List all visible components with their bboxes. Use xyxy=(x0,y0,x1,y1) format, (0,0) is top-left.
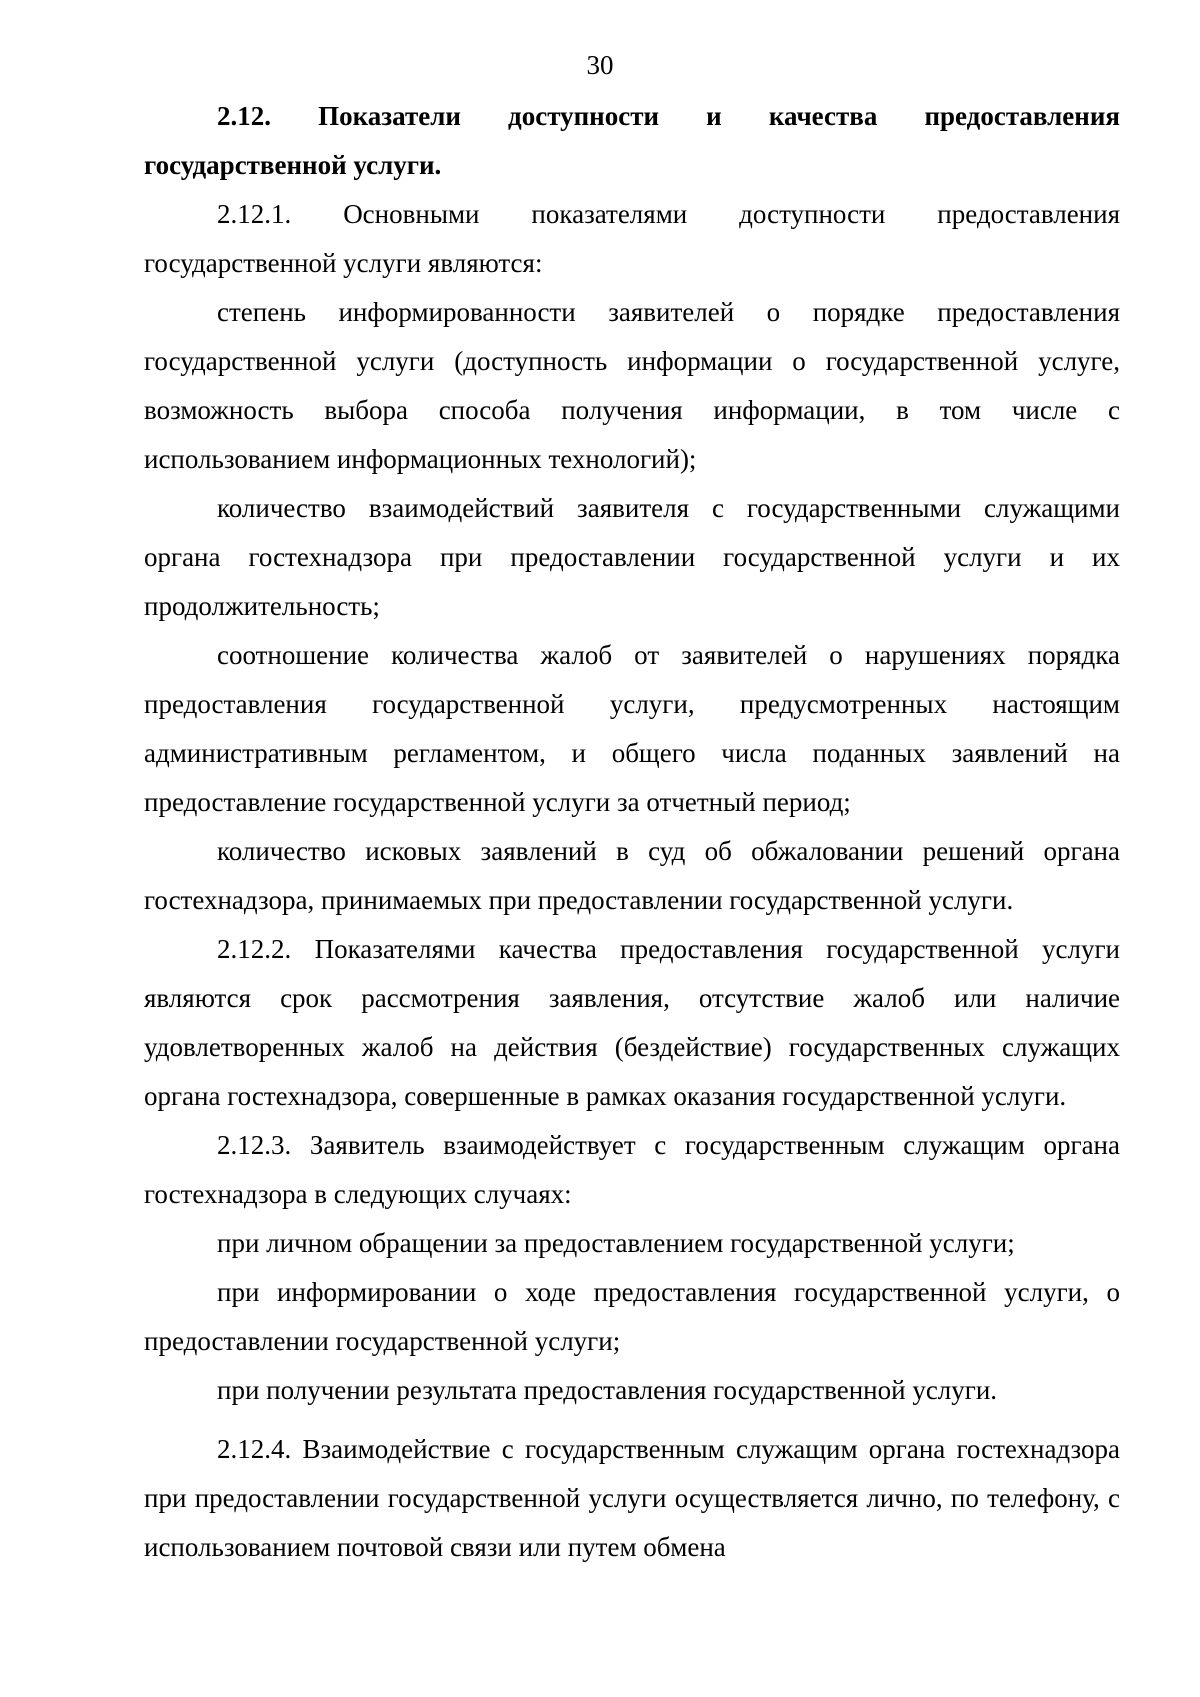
document-body xyxy=(144,92,1120,1572)
paragraph-complaints-ratio: соотношение количества жалоб от заявителей о нарушениях порядка предоставления государственной услуги, предусмотренных настоящим административным регламентом, и общего числа поданных заявлений на предоставление государственной услуги за отчетный период; xyxy=(144,640,1120,817)
paragraph-2-12-4: 2.12.4. Взаимодействие с государственным служащим органа гостехнадзора при предоставлении государственной услуги осуществляется лично, по телефону, с использованием почтовой связи или путем обмена xyxy=(144,1434,1120,1562)
paragraph-2-12-3: 2.12.3. Заявитель взаимодействует с государственным служащим органа гостехнадзора в следующих случаях: xyxy=(144,1130,1120,1209)
paragraph-personal-appeal: при личном обращении за предоставлением государственной услуги; xyxy=(217,1228,1015,1258)
paragraph-2-12-2: 2.12.2. Показателями качества предоставления государственной услуги являются срок рассмотрения заявления, отсутствие жалоб или наличие удовлетворенных жалоб на действия (бездействие) государственных служащих органа гостехнадзора, совершенные в рамках оказания государственной услуги. xyxy=(144,934,1120,1111)
paragraph-2-12-1: 2.12.1. Основными показателями доступности предоставления государственной услуги являются: xyxy=(144,199,1120,278)
paragraph-interactions-count: количество взаимодействий заявителя с государственными служащими органа гостехнадзора при предоставлении государственной услуги и их продолжительность; xyxy=(144,493,1120,621)
paragraph-receiving-result: при получении результата предоставления государственной услуги. xyxy=(217,1375,998,1405)
section-heading: 2.12. Показатели доступности и качества предоставления государственной услуги. xyxy=(144,101,1120,180)
page-number: 30 xyxy=(586,50,614,80)
paragraph-informing: при информировании о ходе предоставления государственной услуги, о предоставлении государственной услуги; xyxy=(144,1277,1120,1356)
paragraph-court-claims: количество исковых заявлений в суд об обжаловании решений органа гостехнадзора, принимаемых при предоставлении государственной услуги. xyxy=(144,836,1120,915)
paragraph-awareness: степень информированности заявителей о порядке предоставления государственной услуги (доступность информации о государственной услуге, возможность выбора способа получения информации, в том числе с использованием информационных технологий); xyxy=(144,297,1120,474)
